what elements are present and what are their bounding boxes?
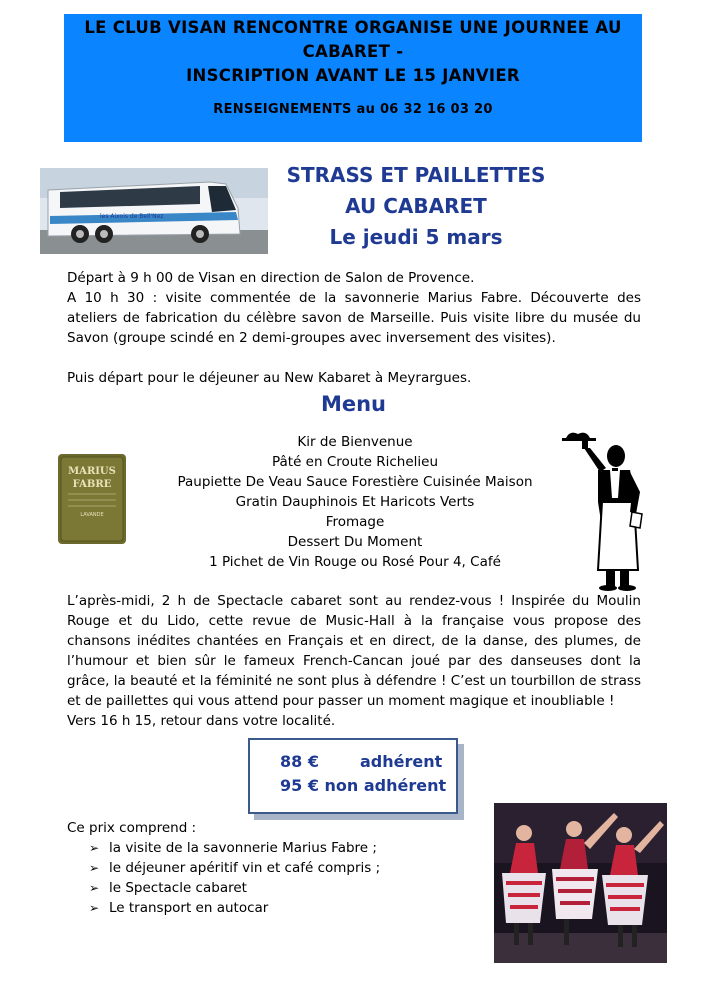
soap-image — [56, 450, 128, 548]
include-text: le déjeuner apéritif vin et café compris ; — [109, 860, 381, 876]
arrow-bullet-icon: ➢ — [89, 861, 100, 875]
menu-title: Menu — [320, 392, 387, 416]
arrow-bullet-icon: ➢ — [89, 841, 100, 855]
soap-sub: LAVANDE — [80, 512, 104, 518]
lunch-text: Puis départ pour le déjeuner au New Kabaret à Meyrargues. — [67, 370, 472, 386]
include-text: la visite de la savonnerie Marius Fabre ; — [109, 840, 377, 856]
banner-line-2: CABARET - — [302, 42, 404, 61]
menu-item: 1 Pichet de Vin Rouge ou Rosé Pour 4, Café — [209, 554, 501, 570]
includes-intro: Ce prix comprend : — [67, 820, 197, 836]
event-title — [260, 160, 572, 253]
list-item — [89, 858, 380, 878]
member-label: adhérent — [360, 752, 443, 771]
title-date: Le jeudi 5 mars — [329, 225, 503, 249]
afternoon-text — [67, 591, 641, 731]
list-item — [89, 898, 380, 918]
return-text: Vers 16 h 15, retour dans votre localité. — [67, 713, 336, 729]
visit-text: A 10 h 30 : visite commentée de la savonnerie Marius Fabre. Découverte des ateliers de fabrication du célèbre savon de Marseille. Puis visite libre du musée du Savon (groupe scindé en 2 demi-groupes avec inversement des visites). — [67, 290, 641, 346]
includes-section — [67, 818, 380, 918]
menu-item: Fromage — [325, 514, 385, 530]
price-box — [248, 738, 458, 814]
bus-lettering: les Aixois de Bell'Nez — [100, 213, 164, 220]
menu-item: Gratin Dauphinois Et Haricots Verts — [235, 494, 475, 510]
cancan-dancers-photo — [494, 803, 667, 963]
includes-list — [89, 838, 380, 918]
menu-list — [170, 432, 540, 572]
menu-item: Pâté en Croute Richelieu — [271, 454, 438, 470]
menu-item: Paupiette De Veau Sauce Forestière Cuisinée Maison — [177, 474, 533, 490]
list-item — [89, 878, 380, 898]
member-price: 88 € — [280, 752, 319, 771]
menu-item: Kir de Bienvenue — [297, 434, 413, 450]
departure-text: Départ à 9 h 00 de Visan en direction de Salon de Provence. — [67, 270, 475, 286]
program-text — [67, 268, 641, 348]
bus-image — [40, 168, 268, 254]
title-line-1: STRASS ET PAILLETTES — [286, 163, 546, 187]
include-text: le Spectacle cabaret — [109, 880, 247, 896]
menu-item: Dessert Du Moment — [287, 534, 423, 550]
show-description: L’après-midi, 2 h de Spectacle cabaret sont au rendez-vous ! Inspirée du Moulin Rouge et du Lido, cette revue de Music-Hall à la française vous propose des chansons inédites chantées en Français et en direct, de la danse, des plumes, de l’humour et bien sûr le fameux French-Cancan joué par des danseuses dont la grâce, la beauté et la féminité ne sont plus à défendre ! C’est un tourbillon de strass et de paillettes qui vous attend pour passer un moment magique et inoubliable ! — [67, 593, 641, 709]
include-text: Le transport en autocar — [109, 900, 269, 916]
list-item — [89, 838, 380, 858]
arrow-bullet-icon: ➢ — [89, 881, 100, 895]
banner-line-3: INSCRIPTION AVANT LE 15 JANVIER — [186, 66, 520, 85]
banner-line-1: LE CLUB VISAN RENCONTRE ORGANISE UNE JOURNEE AU — [84, 18, 622, 37]
arrow-bullet-icon: ➢ — [89, 901, 100, 915]
waiter-illustration — [560, 432, 650, 592]
soap-brand-2: FABRE — [72, 479, 112, 490]
header-banner — [64, 14, 642, 142]
nonmember-price: 95 € non adhérent — [280, 776, 447, 795]
soap-brand-1: MARIUS — [68, 466, 116, 477]
title-line-2: AU CABARET — [345, 194, 487, 218]
banner-contact: RENSEIGNEMENTS au 06 32 16 03 20 — [213, 102, 493, 117]
